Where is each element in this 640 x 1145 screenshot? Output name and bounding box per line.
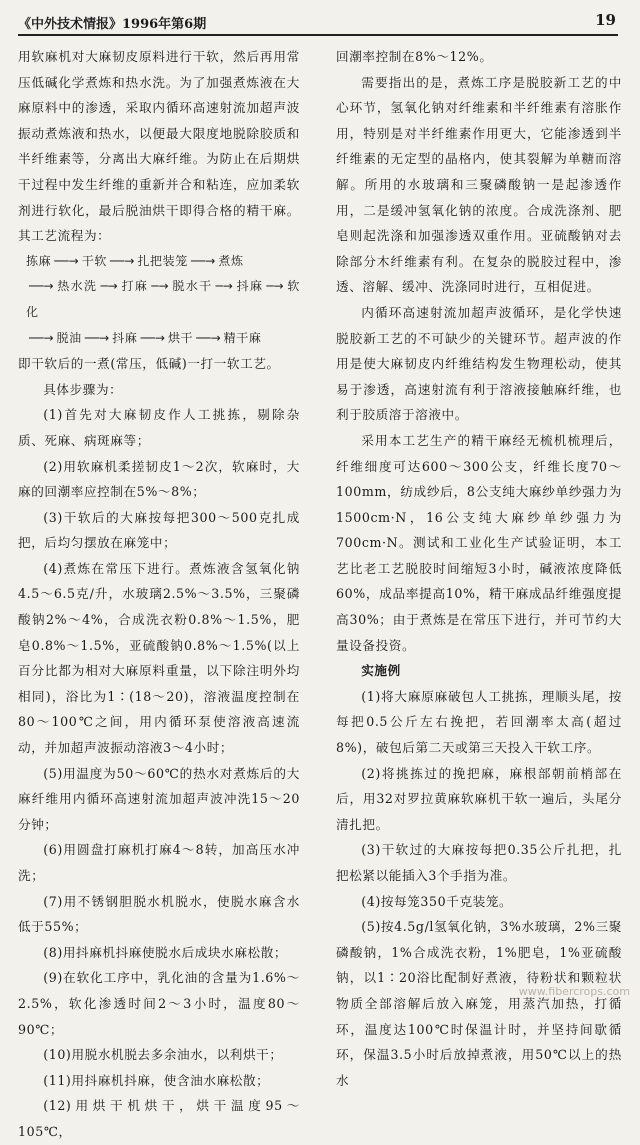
arrow-icon: ──→ (190, 253, 216, 268)
step-item: (8)用抖麻机抖麻使脱水后成块水麻松散； (43, 944, 288, 960)
arrow-icon: ──→ (109, 253, 135, 268)
flow-step: 脱油 (56, 330, 82, 345)
flow-step: 煮炼 (218, 253, 244, 268)
flow-row-3 (26, 326, 300, 352)
intro-paragraph: 用软麻机对大麻韧皮原料进行干软，然后再用常压低碱化学煮炼和热水洗。为了加强煮炼液在大麻原料中的渗透，采取内循环高速射流加超声波振动煮炼液和热水，以便最大限度地脱除胶质和半纤维素等，分离出大麻纤维。为防止在后期烘干过程中发生纤维的重新并合和粘连，应加柔软剂进行软化，最后脱油烘干即得合格的精干麻。其工艺流程为： (18, 49, 300, 244)
arrow-icon: ──→ (54, 253, 79, 268)
step-item: (9)在软化工序中，乳化油的含量为1.6%～2.5%，软化渗透时间2～3小时，温度80～90℃； (18, 970, 300, 1037)
example-item: (2)将挑拣过的挽把麻，麻根部朝前梢部在后，用32对罗拉黄麻软麻机干软一遍后，头尾分清扎把。 (336, 765, 622, 832)
step-item: (2)用软麻机柔搓韧皮1～2次，软麻时，大麻的回潮率应控制在5%～8%； (18, 458, 300, 500)
flow-step: 抖麻 (235, 279, 264, 294)
arrow-icon: ──→ (140, 330, 165, 345)
flow-step: 干软 (81, 253, 107, 268)
process-flow (18, 249, 300, 351)
step-item: (1)首先对大麻韧皮作人工挑拣，剔除杂质、死麻、病斑麻等； (18, 407, 300, 448)
body-paragraph: 需要指出的是，煮炼工序是脱胶新工艺的中心环节，氢氧化钠对纤维素和半纤维素有溶胀作用，特别是对半纤维素作用更大，它能渗透到半纤维素的无定型的晶格内，使其裂解为单糖而溶解。所用的水玻璃和三聚磷酸钠一是起渗透作用，二是缓冲氢氧化钠的浓度。合成洗涤剂、肥皂则起洗涤和加强渗透双重作用。亚硫酸钠对去除部分木纤维素有利。在复杂的脱胶过程中，渗透、溶解、缓冲、洗涤同时进行，互相促进。 (336, 74, 622, 295)
step-item: (7)用不锈钢胆脱水机脱水，使脱水麻含水低于55%； (18, 893, 300, 935)
flow-step: 脱水干 (171, 279, 213, 294)
body-paragraph: 采用本工艺生产的精干麻经无梳机梳理后，纤维细度可达600～300公支，纤维长度70～100mm，纺成纱后，8公支纯大麻纱单纱强力为1500cm·N，16公支纯大麻纱单纱强力为700cm·N。测试和工业化生产试验证明，本工艺比老工艺脱胶时间缩短3小时，碱液浓度降低60%，成品率提高10%，精干麻成品纤维强度提高30%；由于煮炼是在常压下进行，并可节约大量设备投资。 (336, 432, 622, 653)
step-item: (12)用烘干机烘干，烘干温度95～105℃， (18, 1098, 300, 1139)
arrow-icon: ──→ (29, 330, 54, 345)
flow-step: 抖麻 (112, 330, 138, 345)
left-column (18, 44, 300, 1139)
page-header (18, 10, 618, 36)
step-item: (6)用圆盘打麻机打麻4～8转，加高压水冲洗； (18, 842, 300, 883)
example-item: (1)将大麻原麻破包人工挑拣，理顺头尾，按每把0.5公斤左右挽把，若回潮率太高(超过8%)，破包后第二天或第三天投入干软工序。 (336, 688, 622, 756)
continuation-line: 回潮率控制在8%～12%。 (336, 49, 493, 64)
page-number: 19 (595, 11, 616, 29)
step-item: (5)用温度为50～60℃的热水对煮炼后的大麻纤维用内循环高速射流加超声波冲洗15～20分钟； (18, 765, 300, 832)
flow-step: 热水洗 (56, 279, 98, 294)
flow-step: 打麻 (120, 279, 149, 294)
example-item: (3)干软过的大麻按每把0.35公斤扎把，扎把松紧以能插入3个手指为准。 (336, 842, 622, 883)
arrow-icon: ──→ (84, 330, 110, 345)
step-item: (11)用抖麻机抖麻，使含油水麻松散； (43, 1072, 270, 1088)
flow-step: 软化 (26, 279, 300, 319)
step-item: (3)干软后的大麻按每把300～500克扎成把，后均匀摆放在麻笼中； (18, 509, 300, 551)
watermark: www.fibercrops.com (518, 985, 630, 998)
example-item: (4)按每笼350千克装笼。 (361, 893, 513, 909)
process-summary: 即干软后的一煮(常压，低碱)一打一软工艺。 (18, 356, 280, 372)
body-paragraph: 内循环高速射流加超声波循环，是化学快速脱胶新工艺的不可缺少的关键环节。超声波的作用是使大麻韧皮内纤维结构发生物理松动，使其易于渗透，高速射流有利于溶液接触麻纤维，也利于胶质溶于溶液中。 (336, 304, 622, 423)
arrow-icon: ─→ (100, 279, 118, 294)
step-item: (4)煮炼在常压下进行。煮炼液含氢氧化钠4.5～6.5克/升，水玻璃2.5%～3.5%，三聚磷酸钠2%～4%，合成洗衣粉0.8%～1.5%，肥皂0.8%～1.5%，亚硫酸钠0.8%～1.5%(以上百分比都为相对大麻原料重量，以下除注明外均相同)，浴比为1∶(18～20)，溶液温度控制在80～100℃之间，用内循环泵使溶液高速流动，并加超声波振动溶液3～4小时； (18, 560, 300, 756)
journal-title: 《中外技术情报》1996年第6期 (18, 17, 207, 32)
flow-step: 烘干 (167, 330, 194, 345)
flow-step: 扎把装笼 (137, 253, 188, 268)
step-item: (10)用脱水机脱去多余油水，以利烘干； (43, 1047, 283, 1063)
flow-step: 拣麻 (26, 253, 52, 268)
flow-step: 精干麻 (223, 330, 262, 345)
flow-row-1 (26, 249, 300, 275)
example-item: (5)按4.5g/l氢氧化钠，3%水玻璃，2%三聚磷酸钠，1%合成洗衣粉，1%肥皂，1%亚硫酸钠，以1∶20浴比配制好煮液，待粉状和颗粒状物质全部溶解后放入麻笼，用蒸汽加热，打循环，温度达100℃时保温计时，并坚持间歇循环，保温3.5小时后放掉煮液，用50℃以上的热水 (336, 919, 622, 1088)
arrow-icon: ─→ (151, 279, 169, 294)
flow-row-2 (26, 274, 300, 325)
arrow-icon: ─→ (266, 279, 284, 294)
steps-title: 具体步骤为： (43, 381, 123, 397)
arrow-icon: ──→ (29, 279, 54, 294)
arrow-icon: ─→ (215, 279, 233, 294)
arrow-icon: ──→ (196, 330, 221, 345)
example-heading: 实施例 (361, 663, 401, 679)
